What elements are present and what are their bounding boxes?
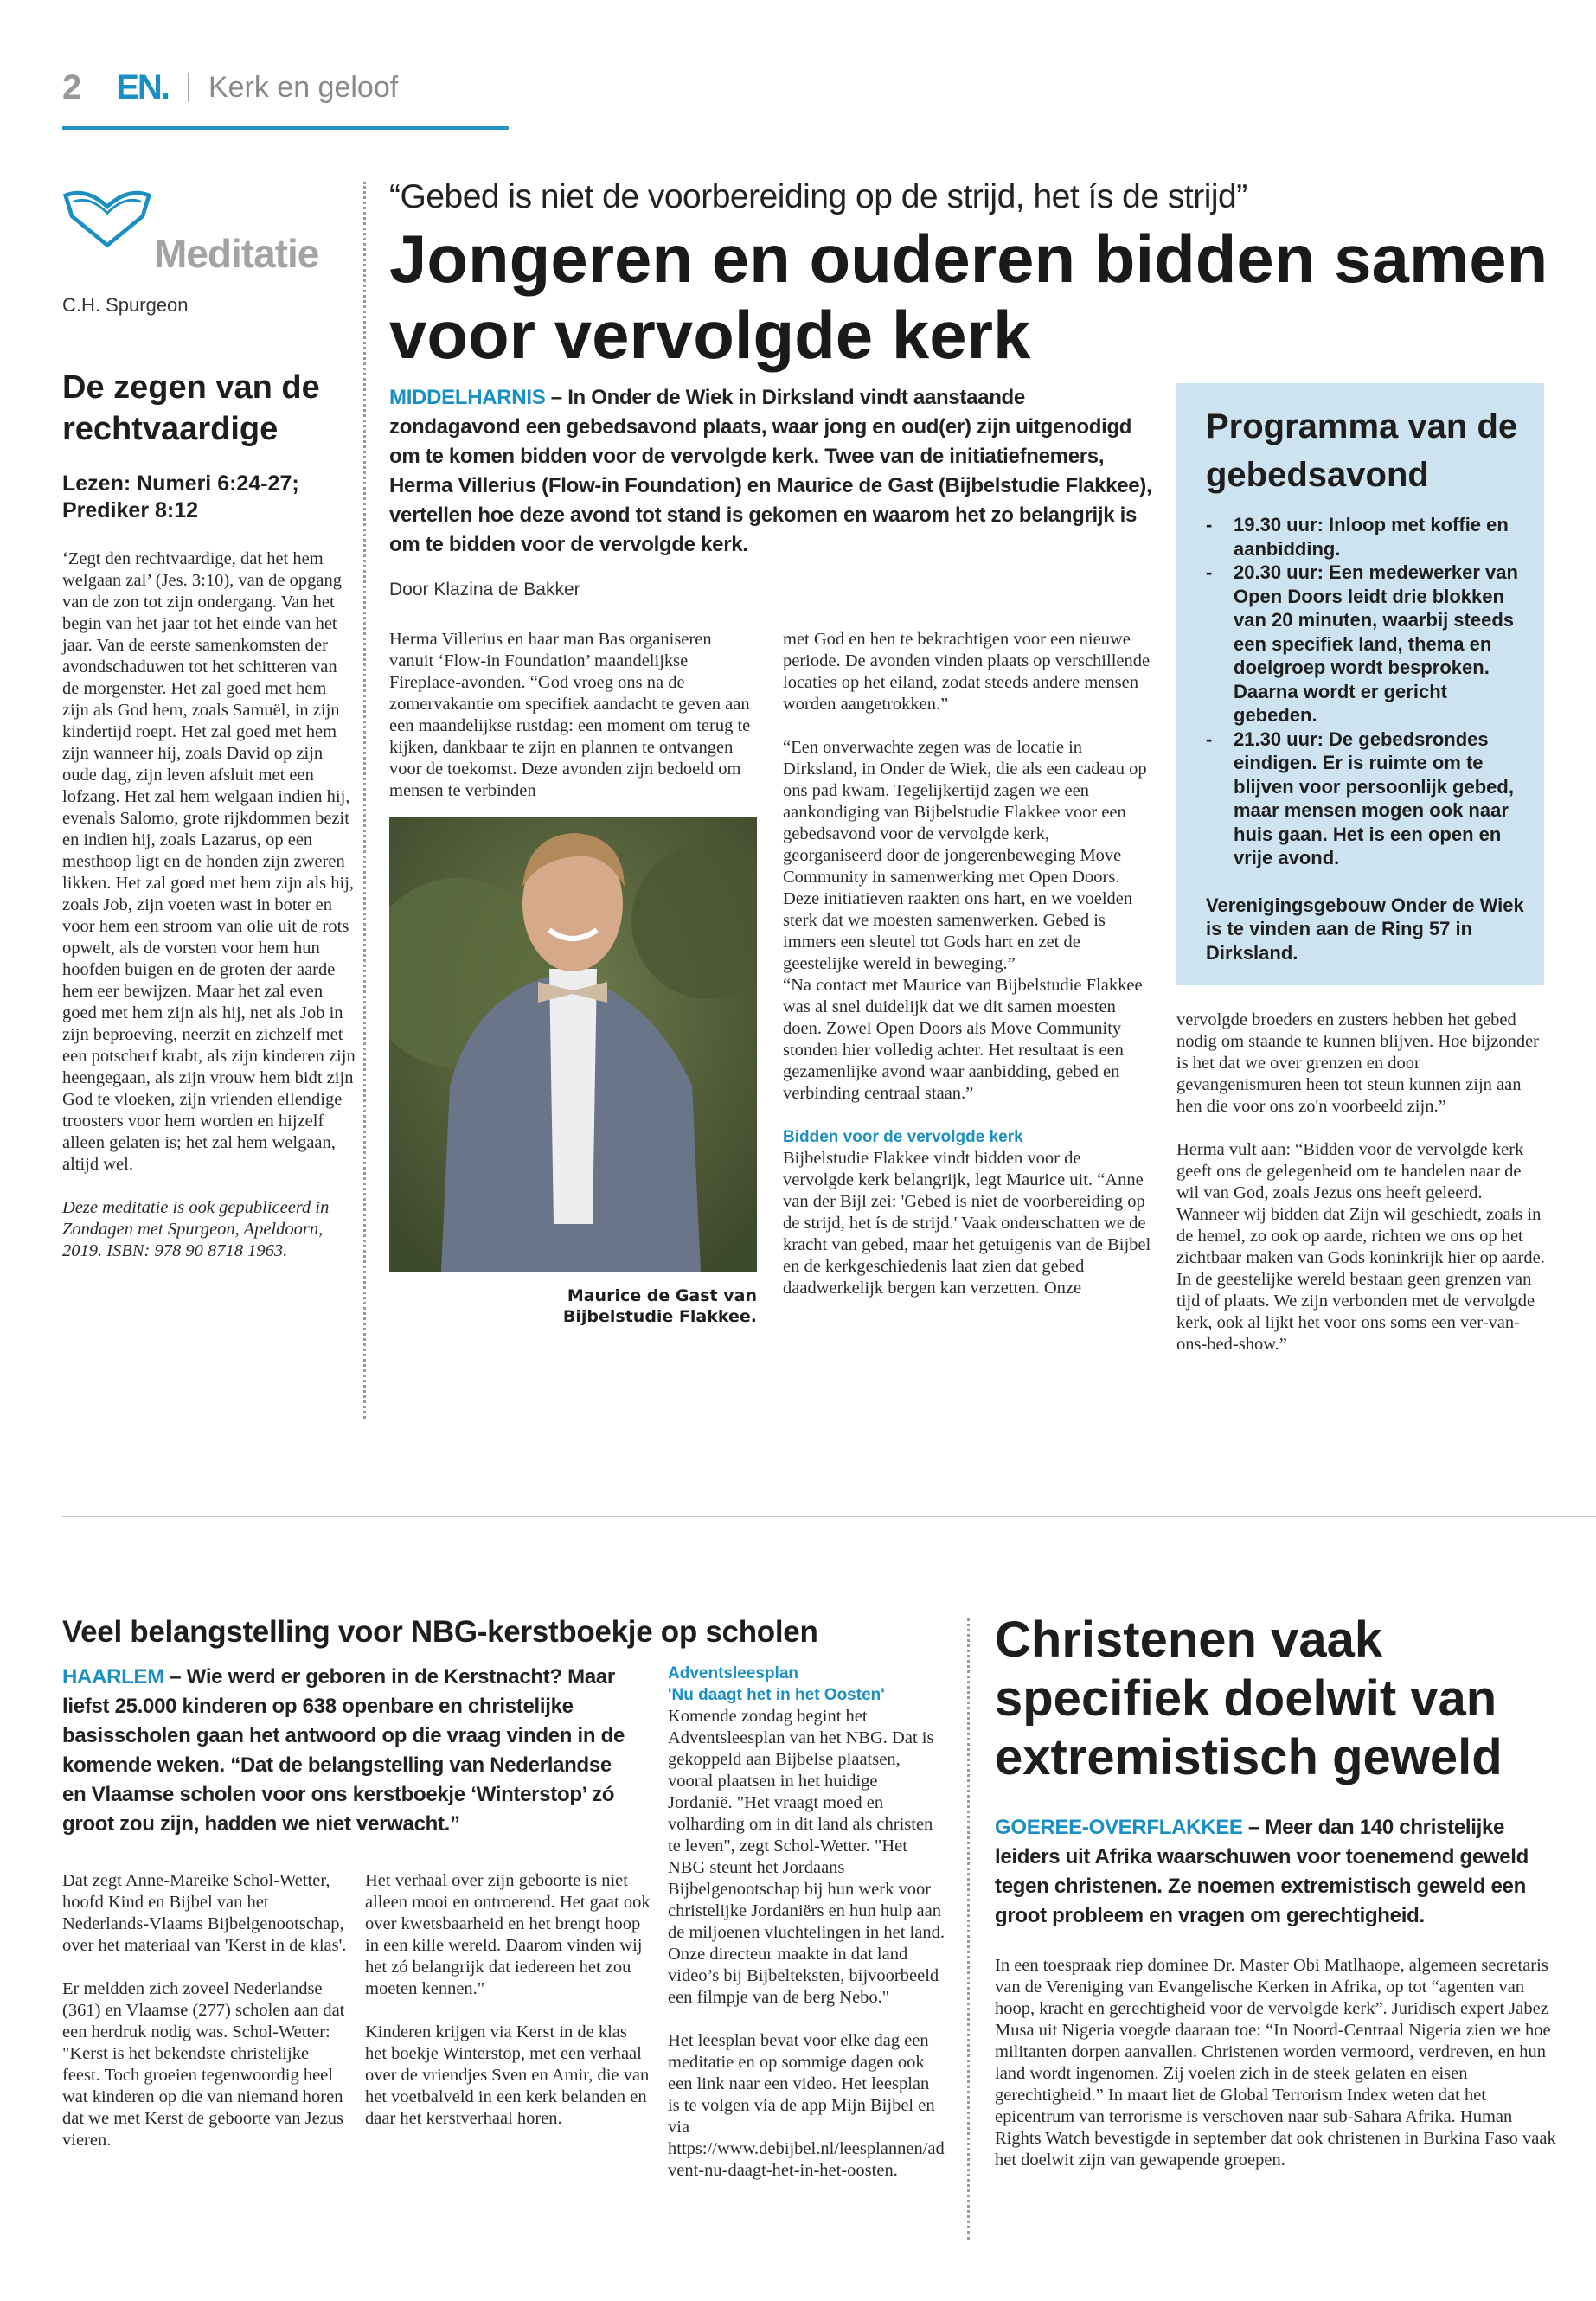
nbg-column-a <box>62 1870 348 2151</box>
meditation-label: Meditatie <box>154 231 319 276</box>
meditation-text: ‘Zegt den rechtvaardige, dat het hem welgaan zal’ (Jes. 3:10), van de opgang van de zon tot zijn ondergang. Van het begin van het jaar tot het einde van het jaar. Van de eerste samenkomsten der avondschaduwen tot het schitteren van de morgenster. Het zal goed met hem zijn als God hem, zoals Samuël, in zijn kindertijd roept. Het zal goed met hem zijn wanneer hij, zoals David op zijn oude dag, zijn leven afsluit met een lofzang. Het zal hem welgaan indien hij, evenals Salomo, grote rijkdommen bezit en indien hij, zoals Lazarus, op een mesthoop ligt en de honden zijn zweren likken. Het zal goed met hem zijn als hij, zoals Job, zijn voeten wast in boter en voor hem een stroom van olie uit de rots opwelt, als de vorsten voor hem hun hoofden buigen en de groten der aarde hem eer bewijzen. Maar het zal even goed met hem zijn als hij, net als Job in zijn beproeving, neerzit en zichzelf met een potscherf krabt, als zijn kinderen zijn heengegaan, als zijn vrouw hem bidt zijn God te vloeken, zijn vrienden ellendige troosters voor hem worden en hijzelf alleen gelaten is; het zal hem welgaan, altijd wel. <box>62 549 356 1174</box>
bullet: - <box>1206 561 1213 583</box>
header-rule <box>62 126 509 130</box>
section-divider <box>62 1516 1596 1517</box>
africa-article <box>995 1611 1566 2171</box>
paragraph: vervolgde broeders en zusters hebben het gebed nodig om staande te kunnen blijven. Hoe bijzonder is het dat we over grenzen en door gevangenismuren heen tot steun kunnen zijn aan hen die voor ons zo'n voorbeeld zijn.” <box>1176 1010 1540 1116</box>
open-book-heart-icon <box>62 182 152 251</box>
paragraph: Dat zegt Anne-Mareike Schol-Wetter, hoofd Kind en Bijbel van het Nederlands-Vlaams Bijbelgenootschap, over het materiaal van 'Kerst in de klas'. <box>62 1871 347 1955</box>
column-divider <box>363 182 366 1419</box>
page-number: 2 <box>62 67 82 106</box>
publication-logo[interactable]: EN. <box>116 67 169 106</box>
paragraph: Herma vult aan: “Bidden voor de vervolgde kerk geeft ons de gelegenheid om te handelen naar de wil van God, zoals Jezus ons heeft geleerd. Wanneer wij bidden dat Zijn wil geschiedt, zoals in de hemel, zo ook op aarde, richten we ons op het zichtbaar maken van Gods koninkrijk hier op aarde. In de geestelijke wereld bestaan geen grenzen van tijd of plaats. We zijn verbonden met de vervolgde kerk, ook al lijkt het voor ons soms een ver-van-ons-bed-show.” <box>1176 1140 1545 1354</box>
section-title: Kerk en geloof <box>208 70 399 104</box>
program-title: Programma van de gebedsavond <box>1206 407 1518 494</box>
program-item: - 20.30 uur: Een medewerker van Open Doors leidt drie blokken van 20 minuten, waarbij steeds een specifiek land, thema en doelgroep wordt besproken. Daarna wordt er gericht gebeden. <box>1206 561 1518 726</box>
photo-caption: Maurice de Gast van Bijbelstudie Flakkee. <box>562 1286 757 1326</box>
bullet: - <box>1206 514 1213 535</box>
dateline: MIDDELHARNIS <box>389 386 546 409</box>
meditation-title: De zegen van de rechtvaardige <box>62 369 320 447</box>
meditation-note: Deze meditatie is ook gepubliceerd in Zondagen met Spurgeon, Apeldoorn, 2019. ISBN: 978 90 8718 1963. <box>62 1198 330 1260</box>
program-box <box>1176 383 1544 985</box>
paragraph: Er meldden zich zoveel Nederlandse (361) en Vlaamse (277) scholen aan dat een herdruk nodig was. Schol-Wetter: "Kerst is het bekendste christelijke feest. Toch groeien tegenwoordig heel wat kinderen op die van niemand horen dat we met Kerst de geboorte van Jezus vieren. <box>62 1979 345 2150</box>
nbg-columns <box>62 1870 651 2151</box>
main-headline: Jongeren en ouderen bidden samen voor vervolgde kerk <box>389 221 1548 373</box>
main-body-area <box>389 383 1553 1356</box>
paragraph: In een toespraak riep dominee Dr. Master Obi Matlhaope, algemeen secretaris van de Vereniging van Evangelische Kerken in Afrika, op tot “agenten van hoop, kracht en gerechtigheid voor de vervolgde kerk”. Juridisch expert Jabez Musa uit Nigeria voegde daaraan toe: “In Noord-Centraal Nigeria zien we hoe militanten dorpen aanvallen. Christenen worden vermoord, verdreven, en hun land wordt ingenomen. Zij voelen zich in de steek gelaten en eisen gerechtigheid.” In maart liet de Global Terrorism Index weten dat het epicentrum van terrorisme is verschoven naar sub-Sahara Afrika. Human Rights Watch bevestigde in september dat ook christenen in Burkina Faso vaak het doelwit zijn van gewapende groepen. <box>995 1956 1556 2170</box>
meditation-masthead <box>62 182 356 276</box>
paragraph: Herma Villerius en haar man Bas organiseren vanuit ‘Flow-in Foundation’ maandelijkse Fireplace-avonden. “God vroeg ons na de zomervakantie om specifiek aandacht te geven aan een maandelijkse rustdag: een moment om terug te kijken, dankbaar te zijn en plannen te ontvangen voor de toekomst. Deze avonden zijn bedoeld om mensen te verbinden <box>389 630 751 800</box>
africa-lede <box>995 1813 1557 1931</box>
advent-title: Adventsleesplan <box>668 1664 798 1682</box>
paragraph: Het verhaal over zijn geboorte is niet alleen mooi en ontroerend. Het gaat ook over kwetsbaarheid en het brengt hoop in een kille wereld. Daarom vinden wij het zó belangrijk dat iedereen het zou moeten kennen." <box>365 1871 651 1998</box>
dateline: HAARLEM <box>62 1665 164 1689</box>
nbg-body-area <box>62 1663 953 2182</box>
lede-text: – In Onder de Wiek in Dirksland vindt aanstaande zondagavond een gebedsavond plaats, waar jong en oud(er) zijn uitgenodigd om te komen bidden voor de vervolgde kerk. Twee van de initiatiefnemers, Herma Villerius (Flow-in Foundation) en Maurice de Gast (Bijbelstudie Flakkee), vertellen hoe deze avond tot stand is gekomen en waarom het zo belangrijk is om te bidden voor de vervolgde kerk. <box>389 386 1152 556</box>
lede-text: – Meer dan 140 christelijke leiders uit Afrika waarschuwen voor toenemend geweld tegen christenen. Ze noemen extremistisch geweld een groot probleem en vragen om gerechtigheid. <box>995 1816 1529 1927</box>
byline: Door Klazina de Bakker <box>389 580 580 599</box>
main-column-1 <box>389 629 757 1327</box>
column-text <box>389 629 757 802</box>
nbg-left <box>62 1663 651 2151</box>
nbg-article <box>62 1614 953 2182</box>
program-list <box>1206 513 1529 870</box>
paragraph: Bijbelstudie Flakkee vindt bidden voor de vervolgde kerk belangrijk, legt Maurice uit. “Anne van der Bijl zei: 'Gebed is niet de voorbereiding op de strijd, het ís de strijd.' Vaak onderschatten we de kracht van gebed, maar het getuigenis van de Bijbel en de kerkgeschiedenis laat zien dat gebed daadwerkelijk bergen kan verzetten. Onze <box>783 1149 1151 1298</box>
portrait-photo <box>389 817 757 1272</box>
main-left <box>389 383 1152 1327</box>
main-article <box>389 177 1553 1356</box>
main-columns <box>389 629 1152 1327</box>
africa-headline: Christenen vaak specifiek doelwit van extremistisch geweld <box>995 1612 1503 1785</box>
main-right <box>1176 383 1548 1356</box>
africa-body <box>995 1955 1557 2171</box>
nbg-column-c <box>668 1663 945 2182</box>
main-column-2 <box>783 629 1152 1299</box>
program-location: Verenigingsgebouw Onder de Wiek is te vinden aan de Ring 57 in Dirksland. <box>1206 894 1524 964</box>
bullet: - <box>1206 727 1213 750</box>
nbg-column-b <box>365 1870 651 2130</box>
meditation-reading: Lezen: Numeri 6:24-27; Prediker 8:12 <box>62 471 299 522</box>
nbg-headline: Veel belangstelling voor NBG-kerstboekje op scholen <box>62 1615 818 1649</box>
page-header <box>62 66 398 109</box>
program-item: - 19.30 uur: Inloop met koffie en aanbidding. <box>1206 514 1509 560</box>
main-column-3 <box>1176 1009 1547 1356</box>
paragraph: met God en hen te bekrachtigen voor een nieuwe periode. De avonden vinden plaats op verschillende locaties op het eiland, zodat steeds andere mensen worden aangetrokken.” <box>783 630 1151 714</box>
subheading: Bidden voor de vervolgde kerk <box>783 1128 1023 1146</box>
header-divider <box>188 73 189 102</box>
paragraph: Kinderen krijgen via Kerst in de klas het boekje Winterstop, met een verhaal over de vriendjes Sven en Amir, die van het voetbalveld in een kerk belanden en daar het kerstverhaal horen. <box>365 2022 650 2128</box>
meditation-column <box>62 182 356 1262</box>
meditation-body <box>62 548 356 1262</box>
dateline: GOEREE-OVERFLAKKEE <box>995 1816 1243 1839</box>
nbg-lede <box>62 1663 633 1839</box>
column-divider <box>967 1618 970 2240</box>
paragraph: Komende zondag begint het Adventsleesplan van het NBG. Dat is gekoppeld aan Bijbelse plaatsen, vooral plaatsen in het huidige Jordanië. "Het vraagt moed en volharding om in dit land als christen te leven", zegt Schol-Wetter. "Het NBG steunt het Jordaans Bijbelgenootschap bij hun werk voor christelijke Jordaniërs en hun hulp aan de miljoenen vluchtelingen in het land. Onze directeur maakte in dat land video’s bij Bijbelteksten, bijvoorbeeld een filmpje van de berg Nebo." <box>668 1707 945 2007</box>
pull-quote: “Gebed is niet de voorbereiding op de strijd, het ís de strijd” <box>389 178 1247 215</box>
lede-text: – Wie werd er geboren in de Kerstnacht? Maar liefst 25.000 kinderen op 638 openbare en christelijke basisscholen gaan het antwoord op die vraag vinden in de komende weken. “Dat de belangstelling van Nederlandse en Vlaamse scholen voor ons kerstboekje ‘Winterstop’ zó groot zou zijn, hadden we niet verwacht.” <box>62 1665 625 1836</box>
main-lede <box>389 383 1152 560</box>
advent-subtitle: 'Nu daagt het in het Oosten' <box>668 1686 885 1704</box>
paragraph: “Na contact met Maurice van Bijbelstudie Flakkee was al snel duidelijk dat we dit samen moesten doen. Zowel Open Doors als Move Community stonden hier volledig achter. Het resultaat is een gezamenlijke avond waar aanbidding, gebed en verbinding centraal staan.” <box>783 976 1143 1103</box>
paragraph: Het leesplan bevat voor elke dag een meditatie en op sommige dagen ook een link naar een video. Het leesplan is te volgen via de app Mijn Bijbel en via https://www.debijbel.nl/leesplannen/advent-nu-daagt-het-in-het-oosten. <box>668 2031 945 2180</box>
meditation-author: C.H. Spurgeon <box>62 294 189 316</box>
program-item: - 21.30 uur: De gebedsrondes eindigen. Er is ruimte om te blijven voor persoonlijk gebed, maar mensen mogen ook naar huis gaan. Het is een open en vrije avond. <box>1206 727 1514 868</box>
paragraph: “Een onverwachte zegen was de locatie in Dirksland, in Onder de Wiek, die als een cadeau op ons pad kwam. Tegelijkertijd zagen we een aankondiging van Bijbelstudie Flakkee voor een gebedsavond voor de vervolgde kerk, georganiseerd door de jongerenbeweging Move Community in samenwerking met Open Doors. Deze initiatieven raakten ons hart, en we voelden sterk dat we moesten samenwerken. Gebed is immers een sleutel tot Gods hart en zet de geestelijke wereld in beweging.” <box>783 738 1147 973</box>
